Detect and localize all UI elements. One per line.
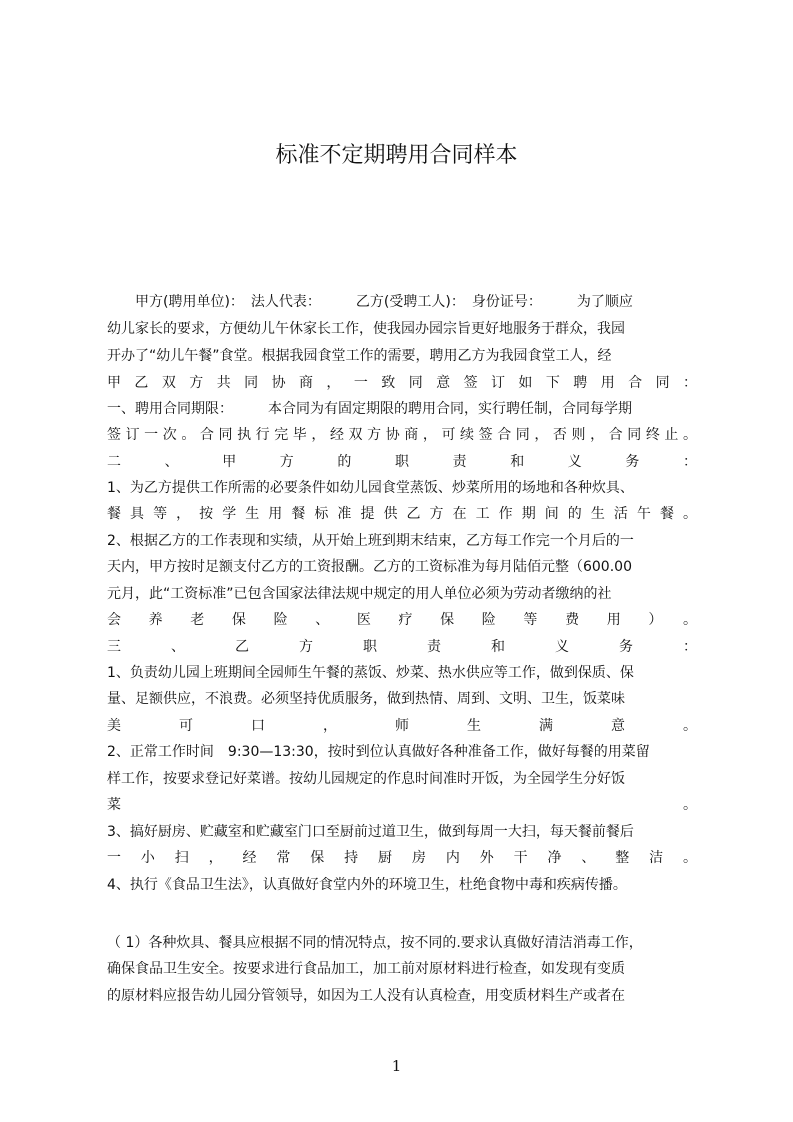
section-heading: 二、甲方的职责和义务：	[107, 454, 697, 470]
body-line: 元月，此“工资标准”已包含国家法律法规中规定的用人单位必须为劳动者缴纳的社	[107, 586, 612, 602]
body-line: 1、负责幼儿园上班期间全园师生午餐的蒸饭、炒菜、热水供应等工作，做到保质、保	[107, 665, 634, 681]
body-line-end: 。	[683, 797, 697, 813]
body-line: 4、执行《食品卫生法》，认真做好食堂内外的环境卫生，杜绝食物中毒和疾病传播。	[107, 877, 627, 893]
body-line: 的原材料应报告幼儿园分管领导，如因为工人没有认真检查，用变质材料生产或者在	[107, 988, 625, 1004]
body-line: 餐具等，按学生用餐标准提供乙方在工作期间的生活午餐。	[107, 506, 697, 522]
body-line: 菜	[107, 797, 121, 813]
body-line: 甲乙双方共同协商，一致同意签订如下聘用合同：	[107, 375, 697, 391]
section-heading: 三、乙方职责和义务：	[107, 639, 697, 655]
body-line: 量、足额供应，不浪费。必须坚持优质服务，做到热情、周到、文明、卫生，饭菜味	[107, 691, 625, 707]
body-line: （ 1）各种炊具、餐具应根据不同的情况特点，按不同的.要求认真做好清洁消毒工作，	[107, 935, 643, 951]
body-line: 甲方(聘用单位)： 法人代表： 乙方(受聘工人)： 身份证号： 为了顺应	[107, 294, 633, 310]
body-line: 一、聘用合同期限： 本合同为有固定期限的聘用合同，实行聘任制，合同每学期	[107, 401, 632, 417]
page-number: 1	[391, 1057, 402, 1075]
body-line: 幼儿家长的要求，方便幼儿午休家长工作，使我园办园宗旨更好地服务于群众，我园	[107, 321, 625, 337]
body-line: 确保食品卫生安全。按要求进行食品加工，加工前对原材料进行检查，如发现有变质	[107, 961, 625, 977]
body-line: 开办了“幼儿午餐”食堂。根据我园食堂工作的需要，聘用乙方为我园食堂工人，经	[107, 348, 612, 364]
document-title: 标准不定期聘用合同样本	[275, 143, 518, 168]
body-line: 签订一次。合同执行完毕，经双方协商，可续签合同，否则，合同终止。	[107, 427, 697, 443]
body-line: 会养老保险、医疗保险等费用）。	[107, 612, 697, 628]
body-line: 2、根据乙方的工作表现和实绩，从开始上班到期末结束，乙方每工作完一个月后的一	[107, 533, 634, 549]
body-line: 天内，甲方按时足额支付乙方的工资报酬。乙方的工资标准为每月陆佰元整（600.00	[107, 559, 632, 575]
body-line: 美可口，师生满意。	[107, 718, 697, 734]
body-line: 1、为乙方提供工作所需的必要条件如幼儿园食堂蒸饭、炒菜所用的场地和各种炊具、	[107, 480, 634, 496]
body-line: 2、正常工作时间 9:30—13:30，按时到位认真做好各种准备工作，做好每餐的用菜留	[107, 744, 650, 760]
body-line: 样工作，按要求登记好菜谱。按幼儿园规定的作息时间准时开饭，为全园学生分好饭	[107, 771, 625, 787]
body-line: 3、搞好厨房、贮藏室和贮藏室门口至厨前过道卫生，做到每周一大扫，每天餐前餐后	[107, 824, 634, 840]
body-line: 一小扫，经常保持厨房内外干净、整洁。	[107, 850, 697, 866]
